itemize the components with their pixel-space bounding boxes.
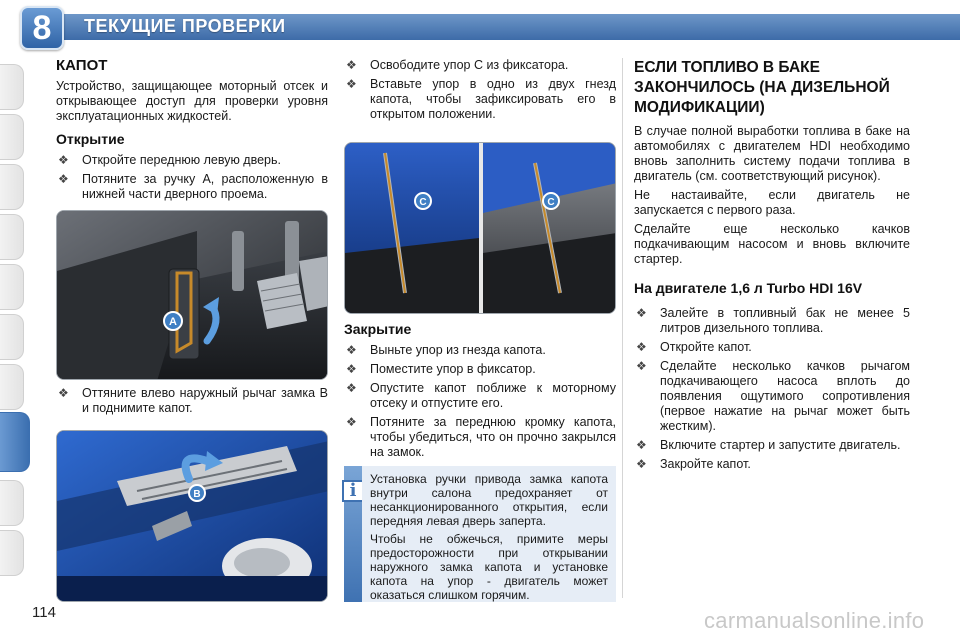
chapter-tab[interactable] bbox=[0, 480, 24, 526]
list-item: ❖ Поместите упор в фиксатор. bbox=[346, 362, 536, 376]
bullet-icon: ❖ bbox=[58, 386, 69, 400]
subtitle-engine: На двигателе 1,6 л Turbo HDI 16V bbox=[634, 280, 863, 296]
list-item: ❖ Вставьте упор в одно из двух гнезд капота, чтобы зафиксировать его в открытом положении. bbox=[346, 77, 616, 121]
info-note bbox=[344, 466, 616, 602]
section-title-fuel: ЕСЛИ ТОПЛИВО В БАКЕ ЗАКОНЧИЛОСЬ (НА ДИЗЕЛЬНОЙ МОДИФИКАЦИИ) bbox=[634, 59, 890, 116]
chapter-tab[interactable] bbox=[0, 264, 24, 310]
list-item: ❖ Потяните за переднюю кромку капота, чтобы убедиться, что он прочно закрылся на замок. bbox=[346, 415, 616, 459]
bullet-icon: ❖ bbox=[346, 58, 357, 72]
subtitle-opening: Открытие bbox=[56, 131, 125, 147]
callout-b: B bbox=[193, 489, 201, 500]
chapter-tabs bbox=[0, 56, 30, 596]
list-item: ❖ Залейте в топливный бак не менее 5 литров дизельного топлива. bbox=[636, 306, 910, 335]
fuel-para: Не настаивайте, если двигатель не запускается с первого раза. bbox=[634, 188, 910, 217]
bullet-icon: ❖ bbox=[346, 362, 357, 376]
list-item: ❖ Сделайте несколько качков рычагом подкачивающего насоса вплоть до появления ощутимого сопротивления (первое нажатие на рычаг может быть жестким). bbox=[636, 359, 910, 433]
page-number: 114 bbox=[32, 604, 56, 621]
page-header bbox=[0, 0, 960, 50]
chapter-tab-active[interactable] bbox=[0, 412, 30, 472]
subtitle-closing: Закрытие bbox=[344, 321, 412, 337]
list-item: ❖ Освободите упор C из фиксатора. bbox=[346, 58, 569, 72]
bullet-icon: ❖ bbox=[58, 153, 69, 167]
bullet-icon: ❖ bbox=[346, 415, 357, 429]
fuel-para: Сделайте еще несколько качков подкачивающим насосом и вновь включите стартер. bbox=[634, 222, 910, 266]
info-icon: i bbox=[342, 480, 364, 502]
section-title-hood: КАПОТ bbox=[56, 57, 108, 74]
list-item: ❖ Опустите капот поближе к моторному отсеку и отпустите его. bbox=[346, 381, 616, 410]
prop-steps bbox=[344, 58, 616, 122]
photo-hood-prop-rod bbox=[344, 142, 616, 314]
list-item: ❖ Откройте переднюю левую дверь. bbox=[58, 153, 281, 167]
info-text: Чтобы не обжечься, примите меры предосторожности при открывании наружного замка капота и установке капота на упор - двигатель может оказаться слишком горячим. bbox=[370, 532, 608, 602]
closing-steps bbox=[344, 343, 616, 460]
list-item: ❖ Потяните за ручку A, расположенную в нижней части дверного проема. bbox=[58, 172, 328, 201]
opening-steps-cont bbox=[56, 386, 328, 416]
callout-a: A bbox=[169, 316, 177, 328]
bullet-icon: ❖ bbox=[636, 306, 647, 320]
chapter-tab[interactable] bbox=[0, 530, 24, 576]
bullet-icon: ❖ bbox=[346, 381, 357, 395]
chapter-badge: 8 bbox=[20, 6, 64, 50]
column-closing bbox=[344, 322, 616, 464]
photo-hood-release-handle bbox=[56, 210, 328, 380]
list-item: ❖ Включите стартер и запустите двигатель. bbox=[636, 438, 901, 452]
fuel-para: В случае полной выработки топлива в баке на автомобилях с двигателем HDI необходимо вновь заполнить систему подачи топлива в двигатель (см. соответствующий рисунок). bbox=[634, 124, 910, 183]
engine-steps bbox=[634, 306, 910, 472]
bullet-icon: ❖ bbox=[346, 77, 357, 91]
hood-intro: Устройство, защищающее моторный отсек и открывающее доступ для проверки уровня эксплуатационных жидкостей. bbox=[56, 79, 328, 123]
chapter-tab[interactable] bbox=[0, 164, 24, 210]
photo-hood-latch-lever bbox=[56, 430, 328, 602]
bullet-icon: ❖ bbox=[58, 172, 69, 186]
column-prop bbox=[344, 58, 616, 126]
column-hood-cont bbox=[56, 386, 328, 420]
chapter-tab[interactable] bbox=[0, 314, 24, 360]
chapter-tab[interactable] bbox=[0, 114, 24, 160]
list-item: ❖ Закройте капот. bbox=[636, 457, 751, 471]
callout-c-left: C bbox=[419, 197, 427, 208]
chapter-title: ТЕКУЩИЕ ПРОВЕРКИ bbox=[84, 16, 286, 36]
list-item: ❖ Откройте капот. bbox=[636, 340, 752, 354]
bullet-icon: ❖ bbox=[636, 438, 647, 452]
bullet-icon: ❖ bbox=[636, 340, 647, 354]
chapter-tab[interactable] bbox=[0, 64, 24, 110]
bullet-icon: ❖ bbox=[636, 457, 647, 471]
info-text: Установка ручки привода замка капота внутри салона предохраняет от несанкционированного открытия, если передняя левая дверь заперта. bbox=[370, 472, 608, 528]
chapter-tab[interactable] bbox=[0, 214, 24, 260]
chapter-tab[interactable] bbox=[0, 364, 24, 410]
column-divider bbox=[622, 58, 623, 598]
watermark: carmanualsonline.info bbox=[704, 608, 925, 633]
list-item: ❖ Оттяните влево наружный рычаг замка B и поднимите капот. bbox=[58, 386, 328, 415]
bullet-icon: ❖ bbox=[346, 343, 357, 357]
list-item: ❖ Выньте упор из гнезда капота. bbox=[346, 343, 546, 357]
bullet-icon: ❖ bbox=[636, 359, 647, 373]
column-fuel bbox=[634, 58, 910, 476]
info-box bbox=[362, 466, 616, 602]
callout-c-right: C bbox=[547, 197, 555, 208]
column-hood bbox=[56, 58, 328, 206]
opening-steps bbox=[56, 153, 328, 202]
